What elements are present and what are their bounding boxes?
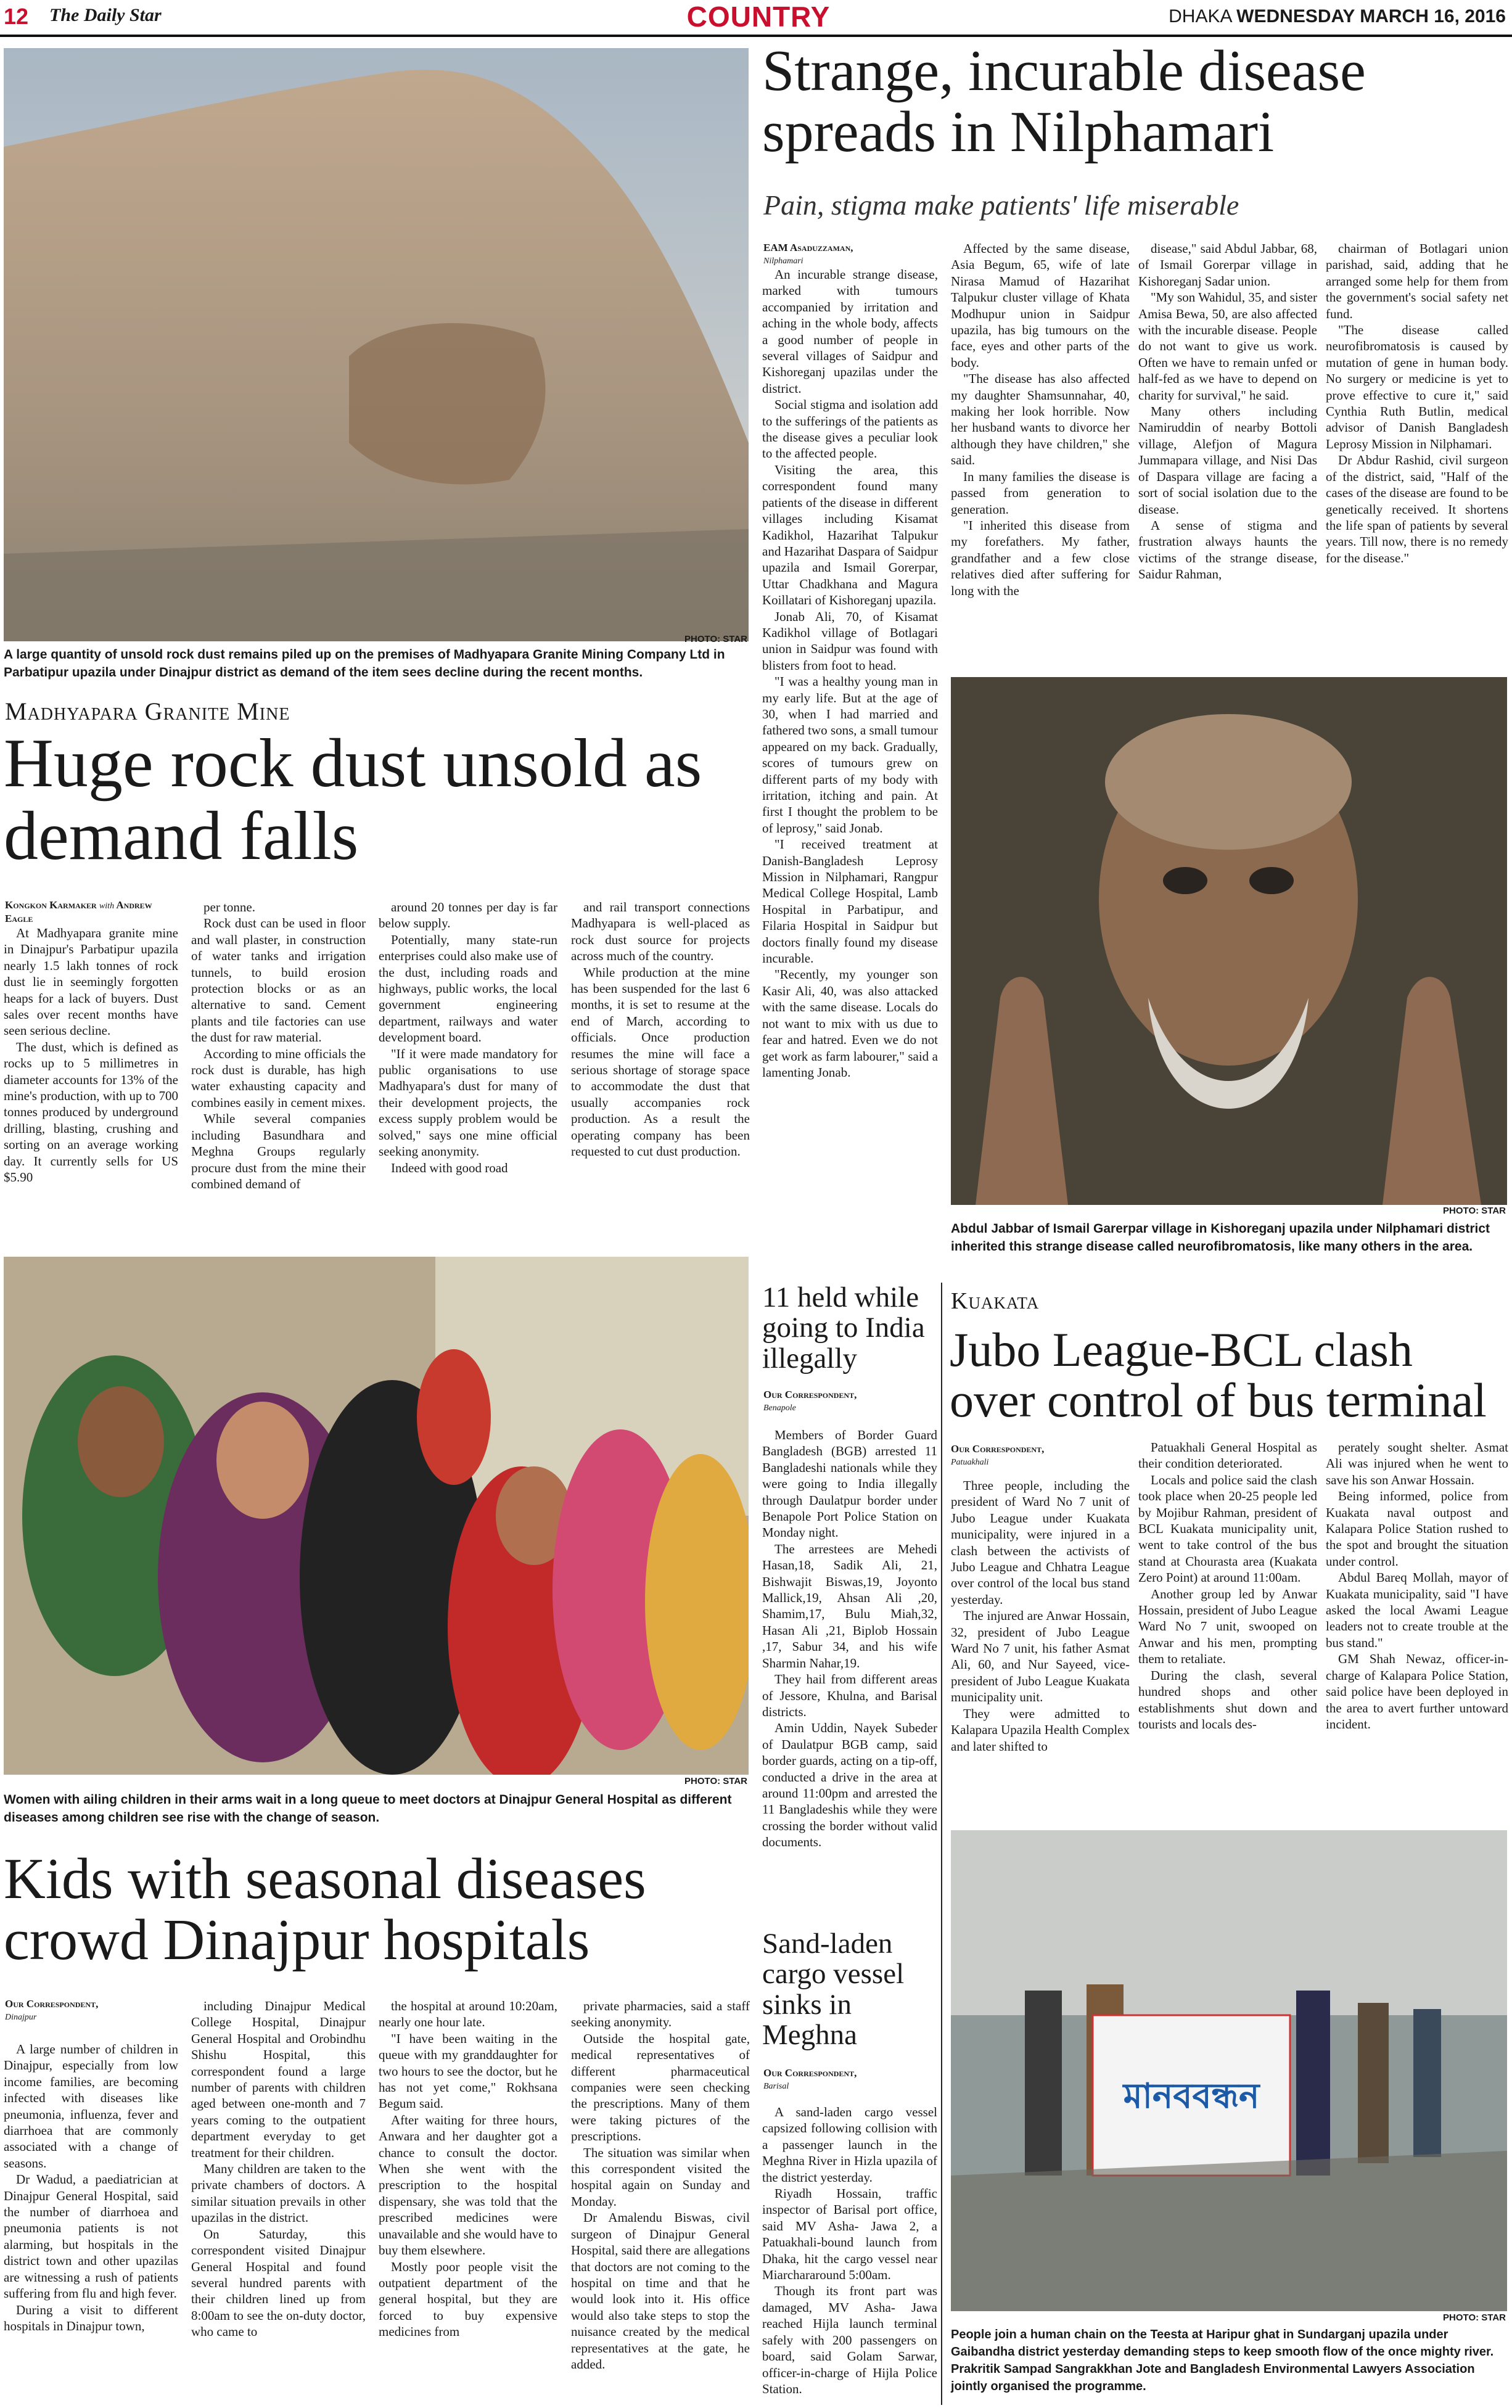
kids-paragraph: Dr Amalendu Biswas, civil surgeon of Dinajpur General Hospital, said there are allegations that doctors are not coming to the hospital on time and that he would look into it. His office would also take steps to stop the nuisance created by the medical representatives at the gate, he added. xyxy=(571,2210,750,2372)
disease-paragraph: Jonab Ali, 70, of Kisamat Kadikhol village of Botlagari union in Saidpur was found with blisters from foot to head. xyxy=(762,609,938,673)
kids-paragraph: the hospital at around 10:20am, nearly one hour late. xyxy=(379,1999,557,2030)
kuakata-paragraph: Being informed, police from Kuakata naval outpost and Kalapara Police Station rushed to the spot and brought the situation under control. xyxy=(1326,1489,1508,1569)
disease-column xyxy=(1326,240,1508,672)
india-paragraph: Members of Border Guard Bangladesh (BGB) arrested 11 Bangladeshi nationals while they were going to India illegally through Daulatpur border under Benapole Port Police Station on Monday night. xyxy=(762,1428,937,1540)
kids-byline-author: Our Correspondent, xyxy=(5,1998,99,2010)
disease-byline-author: EAM Asaduzzaman, xyxy=(763,242,853,253)
vessel-byline-place: Barisal xyxy=(763,2082,789,2091)
chain-photo-caption: People join a human chain on the Teesta at Haripur ghat in Sundarganj upazila under Gaibandha district yesterday demanding steps to keep smooth flow of the once mighty river. Prakritik Sampad Sangrakkhan Jote and Bangladesh Environmental Lawyers Association jointly organised the programme. xyxy=(951,2328,1494,2393)
disease-column xyxy=(951,240,1130,672)
kids-paragraph: Many children are taken to the private chambers of doctors. A similar situation prevails in other upazilas in the district. xyxy=(191,2161,366,2225)
vessel-body xyxy=(762,2104,937,2406)
kids-paragraph: Dr Wadud, a paediatrician at Dinajpur General Hospital, said the number of diarrhoea and pneumonia patients is not alarming, but hospitals in the district town and other upazilas are witnessing a rush of patients suffering from flu and high fever. xyxy=(4,2172,178,2301)
kuakata-paragraph: During the clash, several hundred shops and other establishments shut down and tourists and locals des- xyxy=(1138,1667,1317,1732)
kids-photo-credit: PHOTO: STAR xyxy=(684,1776,747,1786)
rock-byline-with: with xyxy=(99,902,115,911)
rock-photo-caption: A large quantity of unsold rock dust remains piled up on the premises of Madhyapara Granite Mining Company Ltd in Parbatipur upazila under Dinajpur district as demand of the item sees decline during the recent months. xyxy=(4,647,725,680)
disease-byline-place: Nilphamari xyxy=(763,257,803,266)
disease-paragraph: In many families the disease is passed from generation to generation. xyxy=(951,469,1130,517)
india-paragraph: They hail from different areas of Jessore, Khulna, and Barisal districts. xyxy=(762,1672,937,1719)
rock-headline: Huge rock dust unsold as demand falls xyxy=(4,725,702,874)
rock-paragraph: around 20 tonnes per day is far below supply. xyxy=(379,900,557,931)
kids-photo xyxy=(4,1257,749,1775)
disease-paragraph: Social stigma and isolation add to the sufferings of the patients as the disease gives a peculiar look to the affected people. xyxy=(762,397,938,461)
rock-column xyxy=(191,899,366,1246)
rock-paragraph: At Madhyapara granite mine in Dinajpur's Parbatipur upazila nearly 1.5 lakh tonnes of rock dust lie in seemingly forgotten heaps for a lack of buyers. Dust sales over recent months have seen serious decline. xyxy=(4,926,178,1038)
india-byline-author: Our Correspondent, xyxy=(763,1389,857,1400)
page-header xyxy=(0,0,1512,37)
india-paragraph: The arrestees are Mehedi Hasan,18, Sadik Ali, 21, Bishwajit Biswas,19, Joyonto Mallick,19, Ahsan Ali ,20, Shamim,17, Bulu Miah,32, Hasan Ali ,21, Biplob Hossain ,17, Sabur 34, and his wife Sharmin Nahar,19. xyxy=(762,1541,937,1670)
india-byline-place: Benapole xyxy=(763,1403,796,1413)
kuakata-byline-author: Our Correspondent, xyxy=(951,1443,1045,1455)
vessel-byline-author: Our Correspondent, xyxy=(763,2067,857,2079)
disease-headline: Strange, incurable disease spreads in Nilphamari xyxy=(762,39,1366,164)
kuakata-paragraph: They were admitted to Kalapara Upazila Health Complex and later shifted to xyxy=(951,1706,1130,1754)
kids-paragraph: Outside the hospital gate, medical representatives of different pharmaceutical companies were seen checking the prescriptions. Many of them were taking pictures of the prescriptions. xyxy=(571,2031,750,2144)
kuakata-paragraph: Patuakhali General Hospital as their condition deteriorated. xyxy=(1138,1440,1317,1471)
rock-paragraph: The dust, which is defined as rocks up to 5 millimetres in diameter accounts for 13% of the mine's production, with up to 700 tonnes produced by underground drilling, blasting, crushing and sorting on an average working day. It currently sells for US $5.90 xyxy=(4,1039,178,1185)
rock-photo-credit: PHOTO: STAR xyxy=(684,634,747,644)
kuakata-paragraph: perately sought shelter. Asmat Ali was injured when he went to save his son Anwar Hossain. xyxy=(1326,1440,1508,1487)
rock-byline xyxy=(5,899,168,925)
kids-paragraph: During a visit to different hospitals in Dinajpur town, xyxy=(4,2302,178,2333)
kuakata-kicker: Kuakata xyxy=(951,1288,1040,1314)
kuakata-paragraph: GM Shah Newaz, officer-in-charge of Kalapara Police Station, said police have been deployed in the area to avert further untoward incident. xyxy=(1326,1651,1508,1732)
kuakata-headline: Jubo League-BCL clash over control of bus terminal xyxy=(950,1323,1487,1427)
disease-paragraph: disease," said Abdul Jabbar, 68, of Ismail Gorerpar village in Kishoreganj Sadar union. xyxy=(1138,241,1317,289)
kids-paragraph: On Saturday, this correspondent visited Dinajpur General Hospital and found several hundred parents with their children lined up from 8:00am to see the on-duty doctor, who came to xyxy=(191,2226,366,2340)
kids-column xyxy=(379,1998,557,2405)
india-body xyxy=(762,1427,937,1920)
disease-paragraph: An incurable strange disease, marked with tumours accompanied by irritation and aching in the whole body, affects a good number of people in several villages of Saidpur and Kishoreganj upazilas under the district. xyxy=(762,267,938,396)
vessel-byline xyxy=(763,2067,939,2093)
masthead: The Daily Star xyxy=(49,5,162,25)
kuakata-column xyxy=(951,1477,1130,1823)
disease-photo-credit: PHOTO: STAR xyxy=(1443,1206,1506,1216)
disease-photo-caption: Abdul Jabbar of Ismail Garerpar village in Kishoreganj upazila under Nilphamari district inherited this strange disease called neurofibromatosis, like many others in the area. xyxy=(951,1222,1490,1254)
disease-paragraph: A sense of stigma and frustration always haunts the victims of the strange disease, Saidur Rahman, xyxy=(1138,517,1317,582)
rock-dust-photo xyxy=(4,48,749,641)
rock-paragraph: Potentially, many state-run enterprises could also make use of the dust, including roads and highways, public works, the local government engineering department, railways and water development board. xyxy=(379,932,557,1045)
rock-paragraph: Indeed with good road xyxy=(391,1160,508,1175)
kids-column xyxy=(191,1998,366,2405)
kuakata-byline xyxy=(951,1443,1124,1469)
disease-photo xyxy=(951,677,1507,1205)
human-chain-banner: মানববন্ধন xyxy=(1123,2076,1260,2116)
kids-paragraph: The situation was similar when this correspondent visited the hospital again on Sunday and Monday. xyxy=(571,2145,750,2209)
kids-column xyxy=(571,1998,750,2405)
kids-paragraph: including Dinajpur Medical College Hospital, Dinajpur General Hospital and Orobindhu Shishu Hospital, this correspondent found a large number of parents with children aged between one-month and 7 years coming to the outpatient department everyday to get treatment for their children. xyxy=(191,1999,366,2160)
rock-column xyxy=(4,925,178,1246)
rock-paragraph: While several companies including Basundhara and Meghna Groups regularly procure dust from the mine their combined demand of xyxy=(191,1111,366,1191)
patient-portrait-illustration xyxy=(951,677,1507,1205)
kuakata-column xyxy=(1138,1439,1317,1823)
kuakata-paragraph: Abdul Bareq Mollah, mayor of Kuakata municipality, said "I have asked the local Awami League leaders not to create trouble at the bus stand." xyxy=(1326,1570,1508,1650)
india-headline: 11 held while going to India illegally xyxy=(762,1281,925,1375)
rock-column xyxy=(379,899,557,1246)
page-number: 12 xyxy=(4,4,29,29)
disease-paragraph: chairman of Botlagari union parishad, said, adding that he arranged some help for them from the government's social safety net fund. xyxy=(1326,241,1508,321)
kids-queue-illustration xyxy=(4,1257,749,1775)
kids-paragraph: "I have been waiting in the queue with my granddaughter for two hours to see the doctor, but he has not yet come," Rokhsana Begum said. xyxy=(379,2031,557,2111)
kids-byline xyxy=(5,1998,178,2024)
rock-byline-coauthor: Andrew Eagle xyxy=(5,899,152,924)
disease-paragraph: "The disease called neurofibromatosis is caused by mutation of gene in human body. No surgery or medicine is yet to prove effective to cure it," said Cynthia Ruth Butlin, medical advisor of Danish Bangladesh Leprosy Mission in Nilphamari. xyxy=(1326,323,1508,451)
rock-paragraph: While production at the mine has been suspended for the last 6 months, it is set to resume at the end of March, according to officials. Once production resumes the mine will face a serious shortage of storage space to accommodate the dust that usually accompanies rock production. As a result the operating company has been requested to cut dust production. xyxy=(571,964,750,1159)
vessel-paragraph: Though its front part was damaged, MV Asha- Jawa reached Hijla launch terminal safely with 200 passengers on board, said Golam Sarwar, officer-in-charge of Hijla Police Station. xyxy=(762,2283,937,2396)
kuakata-paragraph: The injured are Anwar Hossain, 32, president of Jubo League Ward No 7 unit, his father Asmat Ali, 60, and Nur Sayeed, vice-president of Jubo League Kuakata municipality unit. xyxy=(951,1608,1130,1705)
kuakata-byline-place: Patuakhali xyxy=(951,1458,989,1467)
disease-paragraph: "I was a healthy young man in my early life. But at the age of 30, when I had married and fathered two sons, a small tumour appeared on my back. Gradually, scores of tumours grew on different parts of my body with irritation, itching and pain. At first I thought the problem to be of leprosy," said Jonab. xyxy=(762,674,938,836)
rock-paragraph: and rail transport connections Madhyapara is well-placed as rock dust source for projects across much of the country. xyxy=(571,900,750,964)
disease-subheadline: Pain, stigma make patients' life miserable xyxy=(763,189,1239,221)
disease-paragraph: Many others including Namiruddin of nearby Bottoli village, Alefjon of Magura Jummapara village, and Nisi Das of Daspara village are facing a sort of social isolation due to the disease. xyxy=(1138,404,1317,517)
disease-paragraph: "The disease has also affected my daughter Shamsunnahar, 40, making her look horrible. Now her husband wants to divorce her although they have children," she said. xyxy=(951,371,1130,468)
dateline xyxy=(1169,6,1506,27)
india-byline xyxy=(763,1389,939,1415)
rock-paragraph: Rock dust can be used in floor and wall plaster, in construction of water tanks and irrigation tunnels, to build erosion protection blocks or as an alternative to sand. Cement plants and tile factories can use the dust for raw material. xyxy=(191,916,366,1045)
disease-column xyxy=(1138,240,1317,672)
disease-column xyxy=(762,266,938,1278)
disease-paragraph: Visiting the area, this correspondent found many patients of the disease in different villages including Kisamat Kadikhol, Hazarihat Talpukur and Hazarihat Daspara of Saidpur upazila and Ismail Gorerpar, Uttar Chadkhana and Magura Koillatari of Kishoreganj upazila. xyxy=(762,462,938,608)
kids-column xyxy=(4,2041,178,2405)
disease-byline xyxy=(763,242,927,268)
vessel-paragraph: Riyadh Hossain, traffic inspector of Barisal port office, said MV Asha- Jawa 2, a Patuakhali-bound launch from Dhaka, hit the cargo vessel near Miarchararound 5:00am. xyxy=(762,2186,937,2283)
date-city: DHAKA xyxy=(1169,6,1231,27)
kids-photo-caption: Women with ailing children in their arms wait in a long queue to meet doctors at Dinajpur General Hospital as different diseases among children see rise with the change of season. xyxy=(4,1793,732,1825)
vessel-headline: Sand-laden cargo vessel sinks in Meghna xyxy=(762,1928,905,2052)
kuakata-paragraph: Another group led by Anwar Hossain, president of Jubo League Ward No 7 unit, swooped on Anwar and his men, prompting them to retaliate. xyxy=(1138,1586,1317,1667)
kuakata-paragraph: Three people, including the president of Ward No 7 unit of Jubo League under Kuakata municipality, were injured in a clash between the activists of Jubo League and Chhatra League over control of the local bus stand yesterday. xyxy=(951,1478,1130,1607)
vessel-paragraph: A sand-laden cargo vessel capsized following collision with a passenger launch in the Meghna River in Hizla upazila of the district yesterday. xyxy=(762,2105,937,2185)
rock-kicker: Madhyapara Granite Mine xyxy=(5,697,290,725)
kuakata-paragraph: Locals and police said the clash took place when 20-25 people led by Mojibur Rahman, president of BCL Kuakata municipality unit, went to take control of the bus stand at Chourasta area (Kuakata Zero Point) at around 11:00am. xyxy=(1138,1472,1317,1585)
kids-paragraph: Mostly poor people visit the outpatient department of the general hospital, but they are forced to buy expensive medicines from xyxy=(379,2259,557,2340)
kids-paragraph: A large number of children in Dinajpur, especially from low income families, are becoming infected with diseases like pneumonia, influenza, fever and diarrhoea that are commonly associated with a change of seasons. xyxy=(4,2042,178,2171)
rock-paragraph: per tonne. xyxy=(203,900,255,914)
kids-byline-place: Dinajpur xyxy=(5,2013,37,2022)
human-chain-photo xyxy=(951,1830,1507,2311)
disease-paragraph: Dr Abdur Rashid, civil surgeon of the district, said, "Half of the cases of the disease are found to be genetically received. It shortens the life span of patients by several years. Till now, there is no remedy for the disease." xyxy=(1326,453,1508,565)
rock-column xyxy=(571,899,750,1246)
rock-dust-illustration xyxy=(4,48,749,641)
human-chain-illustration xyxy=(951,1830,1507,2311)
disease-paragraph: Affected by the same disease, Asia Begum, 65, wife of late Nirasa Mamud of Hazarihat Talpukur cluster village of Khata Modhupur union in Saidpur upazila, has big tumours on the face, eyes and other parts of the body. xyxy=(951,241,1130,370)
rock-paragraph: "If it were made mandatory for public organisations to use Madhyapara's dust for many of their development projects, the excess supply problem would be solved," says one mine official seeking anonymity. xyxy=(379,1046,557,1159)
kids-paragraph: After waiting for three hours, Anwara and her daughter got a chance to consult the doctor. When she went with the prescription to the hospital dispensary, she was told that the prescribed medicines were unavailable and she would have to buy them elsewhere. xyxy=(379,2112,557,2258)
disease-paragraph: "I inherited this disease from my forefathers. My father, grandfather and a few close relatives died after suffering for long with the xyxy=(951,517,1130,598)
column-divider xyxy=(941,1283,942,2405)
kids-paragraph: private pharmacies, said a staff seeking anonymity. xyxy=(571,1999,750,2030)
kids-headline: Kids with seasonal diseases crowd Dinajpur hospitals xyxy=(4,1847,646,1972)
rock-byline-author: Kongkon Karmaker xyxy=(5,899,97,911)
india-paragraph: Amin Uddin, Nayek Subeder of Daulatpur BGB camp, said border guards, acting on a tip-off, conducted a drive in the area at around 11:00pm and arrested the 11 Bangladeshis while they were crossing the border without valid documents. xyxy=(762,1720,937,1850)
rock-paragraph: According to mine officials the rock dust is durable, has high water exhausting capacity and combines easily in cement mixes. xyxy=(191,1046,366,1110)
disease-paragraph: "I received treatment at Danish-Bangladesh Leprosy Mission in Nilphamari, Rangpur Medical College Hospital, Lamb Hospital in Parbatipur, and Filaria Hospital in Saidpur but doctors finally found my disease incurable. xyxy=(762,837,938,966)
disease-paragraph: "My son Wahidul, 35, and sister Amisa Bewa, 50, are also affected with the incurable disease. People do not want to give us work. Often we have to remain unfed or half-fed as we have to depend on charity for survival," he said. xyxy=(1138,290,1317,403)
date-text: WEDNESDAY MARCH 16, 2016 xyxy=(1236,6,1506,27)
section-title: COUNTRY xyxy=(686,1,831,33)
kuakata-column xyxy=(1326,1439,1508,1823)
disease-paragraph: "Recently, my younger son Kasir Ali, 40, was also attacked with the same disease. Locals do not want to mix with us due to fear and hatred. Even we do not get work as farm labourer," said a lamenting Jonab. xyxy=(762,967,938,1080)
chain-photo-credit: PHOTO: STAR xyxy=(1443,2312,1506,2323)
